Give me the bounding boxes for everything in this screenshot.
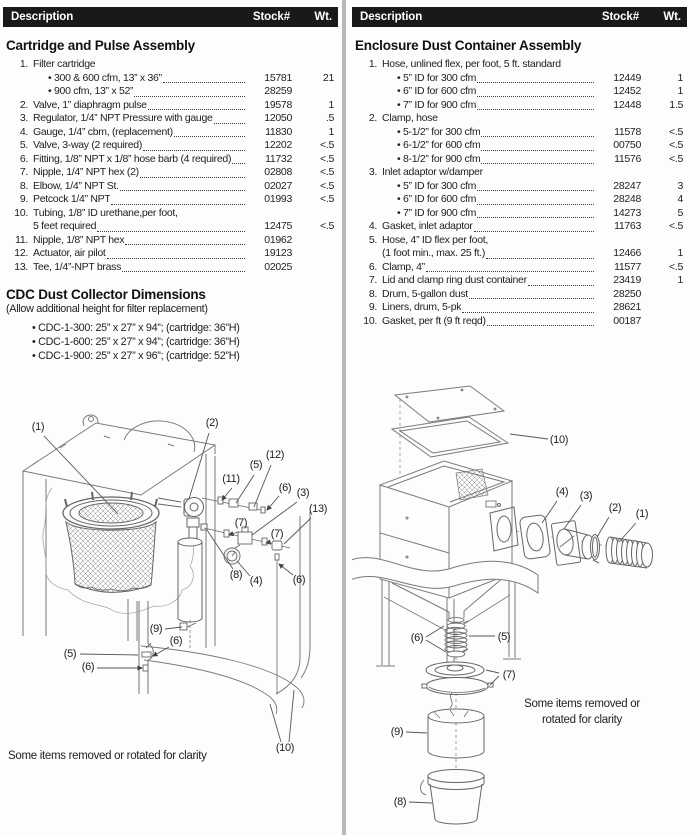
table-row [352, 247, 683, 261]
item-number: 1. [368, 58, 377, 70]
item-stock-number: 23419 [613, 274, 641, 286]
item-stock-number: 14273 [613, 206, 641, 219]
item-weight: <.5 [320, 139, 334, 151]
item-weight: 21 [322, 71, 334, 84]
dimensions-subtitle: (Allow additional height for filter replacement) [6, 303, 208, 315]
item-weight: <.5 [669, 139, 683, 151]
item-weight: <.5 [320, 179, 334, 192]
callout-label: (9) [149, 623, 163, 635]
item-description: Nipple, 1/4” NPT hex (2) [33, 166, 139, 178]
pulse-valve-drawing [158, 498, 207, 623]
item-description: • 6” ID for 600 cfm [397, 193, 477, 205]
item-number: 2. [368, 112, 377, 124]
table-row [352, 180, 683, 194]
table-row [352, 139, 683, 153]
dimension-item: • CDC-1-600: 25” x 27” x 94”; (cartridge: 36”H) [32, 335, 240, 348]
callout-label: (1) [31, 421, 45, 433]
drum-liner-drawing [428, 709, 484, 758]
item-description: Clamp, hose [382, 112, 438, 124]
table-row [352, 58, 683, 72]
item-stock-number: 19578 [264, 98, 292, 111]
item-weight: 1 [677, 274, 683, 286]
table-row [352, 261, 683, 275]
item-description: • 5” ID for 300 cfm [397, 179, 477, 192]
dimensions-list [3, 322, 338, 363]
dot-leader [528, 285, 594, 286]
callout-label: (4) [555, 486, 569, 498]
note-line-2: rotated for clarity [542, 714, 622, 726]
item-stock-number: 01993 [264, 193, 292, 205]
item-stock-number: 28247 [613, 179, 641, 192]
table-row [352, 99, 683, 113]
table-row [352, 193, 683, 207]
lid-clamp-ring-drawing [422, 662, 493, 708]
callout-label: (5) [497, 631, 511, 643]
table-row [352, 207, 683, 221]
callout-label: (13) [308, 503, 328, 515]
table-row [3, 234, 334, 248]
item-description: Gasket, inlet adaptor [382, 220, 473, 232]
table-row [3, 126, 334, 140]
table-row [3, 220, 334, 234]
dot-leader [481, 163, 594, 164]
callout-leader-line [279, 564, 293, 575]
note-line-1: Some items removed or [524, 698, 640, 710]
dot-leader [140, 177, 245, 178]
item-stock-number: 00187 [613, 314, 641, 327]
item-description: Hose, unlined flex, per foot, 5 ft. standard [382, 58, 561, 70]
dimension-item: • CDC-1-900: 25” x 27” x 96”; (cartridge: 52”H) [32, 349, 240, 362]
item-number: 4. [368, 220, 377, 232]
item-description: Fitting, 1/8” NPT x 1/8” hose barb (4 required) [33, 152, 232, 165]
table-row [3, 139, 334, 153]
left-diagram-note: Some items removed or rotated for clarity [8, 750, 207, 762]
enclosure-dust-diagram [352, 385, 692, 835]
item-description: • 5-1/2” for 300 cfm [397, 125, 481, 138]
table-row [352, 126, 683, 140]
callout-label: (8) [229, 569, 243, 581]
item-number: 3. [368, 166, 377, 178]
dot-leader [477, 82, 594, 83]
dot-leader [214, 123, 245, 124]
dot-leader [107, 258, 245, 259]
callout-leader-line [254, 465, 271, 507]
inlet-adaptor-parts-drawing [519, 514, 652, 568]
table-row [3, 207, 334, 221]
table-row [352, 166, 683, 180]
callout-label: (3) [296, 487, 310, 499]
table-row [352, 234, 683, 248]
item-stock-number: 11732 [265, 152, 292, 165]
callout-label: (6) [292, 574, 306, 586]
item-description: Petcock 1/4” NPT [33, 193, 111, 205]
callout-leader-line [597, 517, 609, 537]
section-title-dimensions: CDC Dust Collector Dimensions [6, 287, 206, 302]
item-description: Valve, 3-way (2 required) [33, 139, 143, 151]
item-description: Tubing, 1/8” ID urethane,per foot, [33, 206, 178, 219]
item-weight: <.5 [669, 220, 683, 232]
dot-leader [486, 258, 594, 259]
table-row [3, 153, 334, 167]
cartridge-parts-list [3, 58, 338, 274]
item-number: 6. [19, 152, 28, 165]
dot-leader [487, 325, 594, 326]
item-number: 9. [368, 301, 377, 313]
item-number: 6. [368, 260, 377, 273]
table-row [3, 261, 334, 275]
left-table-header [3, 7, 338, 27]
enclosure-parts-list [352, 58, 687, 328]
item-stock-number: 12466 [613, 247, 641, 259]
lid-and-gasket-drawing [392, 386, 508, 477]
item-stock-number: 11830 [265, 125, 292, 138]
item-number: 10. [14, 206, 28, 219]
item-weight: .5 [325, 112, 334, 124]
table-row [3, 99, 334, 113]
callout-label: (3) [579, 490, 593, 502]
item-number: 10. [363, 314, 377, 327]
item-weight: 1 [328, 98, 334, 111]
table-row [3, 85, 334, 99]
item-number: 9. [19, 193, 28, 205]
item-description: (1 foot min., max. 25 ft.) [382, 247, 486, 259]
item-number: 11. [15, 233, 28, 246]
item-description: Actuator, air pilot [33, 247, 106, 259]
callout-leader-line [542, 501, 557, 523]
callout-leader-line [289, 690, 294, 742]
item-weight: <.5 [669, 260, 683, 273]
header-description: Description [11, 11, 74, 23]
table-row [3, 72, 334, 86]
item-number: 1. [19, 58, 28, 70]
dot-leader [426, 271, 594, 272]
table-row [3, 180, 334, 194]
dot-leader [148, 109, 245, 110]
item-description: Elbow, 1/4” NPT St. [33, 179, 119, 192]
table-row [352, 112, 683, 126]
callout-label: (7) [234, 517, 248, 529]
table-row [352, 85, 683, 99]
item-description: • 5” ID for 300 cfm [397, 71, 477, 84]
item-weight: <.5 [320, 193, 334, 205]
callout-leader-line [165, 627, 182, 629]
section-title-enclosure: Enclosure Dust Container Assembly [355, 38, 582, 53]
item-stock-number: 15781 [264, 71, 292, 84]
item-number: 8. [19, 179, 28, 192]
item-number: 4. [19, 125, 28, 138]
table-row [352, 72, 683, 86]
column-divider [342, 0, 346, 835]
dot-leader [120, 190, 245, 191]
table-row [3, 166, 334, 180]
dot-leader [477, 217, 594, 218]
dot-leader [143, 150, 245, 151]
table-row [3, 193, 334, 207]
item-description: Nipple, 1/8” NPT hex [33, 233, 125, 246]
item-description: Tee, 1/4”-NPT brass [33, 260, 122, 273]
header-stock: Stock# [252, 11, 290, 23]
item-number: 8. [368, 287, 377, 300]
callout-leader-line [80, 654, 138, 655]
callout-label: (7) [502, 669, 516, 681]
drum-bucket-drawing [420, 770, 484, 825]
item-stock-number: 12452 [613, 85, 641, 97]
dot-leader [111, 204, 245, 205]
table-row [3, 247, 334, 261]
item-stock-number: 12448 [613, 98, 641, 111]
item-stock-number: 19123 [264, 247, 292, 259]
callout-label: (10) [549, 434, 569, 446]
item-stock-number: 02027 [264, 179, 292, 192]
item-weight: 1.5 [669, 98, 683, 111]
item-stock-number: 28250 [613, 287, 641, 300]
item-stock-number: 02808 [264, 166, 292, 178]
item-description: • 300 & 600 cfm, 13” x 36” [48, 71, 162, 84]
header-wt: Wt. [314, 11, 332, 23]
dot-leader [174, 136, 245, 137]
item-description: • 8-1/2” for 900 cfm [397, 152, 481, 165]
item-stock-number: 12202 [264, 139, 292, 151]
dot-leader [163, 82, 245, 83]
callout-leader-line [284, 518, 311, 544]
item-weight: 5 [677, 206, 683, 219]
dimension-item: • CDC-1-300: 25” x 27” x 94”; (cartridge: 36”H) [32, 322, 240, 334]
header-description: Description [360, 11, 423, 23]
dot-leader [477, 204, 594, 205]
dot-leader [477, 190, 594, 191]
dot-leader [125, 244, 245, 245]
callout-label: (12) [265, 449, 285, 461]
item-description: • 7” ID for 900 cfm [397, 98, 477, 111]
table-row [352, 274, 683, 288]
dot-leader [462, 312, 594, 313]
dot-leader [232, 163, 245, 164]
item-description: • 6” ID for 600 cfm [397, 85, 477, 97]
dot-leader [97, 231, 245, 232]
callout-leader-line [490, 676, 499, 685]
callout-label: (6) [278, 482, 292, 494]
callout-label: (6) [169, 635, 183, 647]
callout-label: (5) [249, 459, 263, 471]
cartridge-pulse-diagram [8, 396, 340, 756]
item-stock-number: 11578 [614, 125, 641, 138]
item-description: Valve, 1” diaphragm pulse [33, 98, 147, 111]
item-number: 12. [14, 247, 28, 259]
item-description: Drum, 5-gallon dust [382, 287, 468, 300]
dot-leader [122, 271, 245, 272]
callout-leader-line [426, 640, 446, 652]
item-description: • 6-1/2” for 600 cfm [397, 139, 481, 151]
item-weight: 1 [328, 125, 334, 138]
item-number: 3. [19, 112, 28, 124]
table-row [352, 301, 683, 315]
dot-leader [477, 109, 594, 110]
item-weight: <.5 [320, 220, 334, 232]
item-stock-number: 12050 [264, 112, 292, 124]
table-row [3, 58, 334, 72]
item-stock-number: 00750 [613, 139, 641, 151]
callout-leader-line [270, 704, 281, 742]
callout-leader-line [222, 488, 232, 500]
dot-leader [477, 96, 594, 97]
callout-label: (1) [635, 508, 649, 520]
item-description: Clamp, 4” [382, 260, 425, 273]
item-number: 13. [14, 260, 28, 273]
item-weight: <.5 [320, 166, 334, 178]
item-description: • 7” ID for 900 cfm [397, 206, 477, 219]
callout-label: (6) [410, 632, 424, 644]
item-number: 5. [19, 139, 28, 151]
item-description: Gasket, per ft (9 ft reqd) [382, 314, 486, 327]
item-stock-number: 28248 [613, 193, 641, 205]
item-weight: <.5 [669, 125, 683, 138]
callout-label: (6) [81, 661, 95, 673]
header-wt: Wt. [663, 11, 681, 23]
item-number: 5. [368, 233, 377, 246]
item-description: • 900 cfm, 13” x 52” [48, 85, 134, 97]
item-stock-number: 28621 [613, 301, 641, 313]
item-stock-number: 12475 [264, 220, 292, 232]
item-number: 7. [368, 274, 377, 286]
callout-leader-line [510, 434, 548, 439]
item-number: 7. [19, 166, 28, 178]
table-row [352, 315, 683, 329]
flex-hose-drawing [352, 558, 538, 593]
item-weight: <.5 [320, 152, 334, 165]
callout-label: (9) [390, 726, 404, 738]
callout-label: (2) [205, 417, 219, 429]
right-table-header [352, 7, 687, 27]
right-diagram-note [497, 696, 667, 728]
callout-label: (10) [275, 742, 295, 754]
item-stock-number: 12449 [613, 71, 641, 84]
left-column [3, 29, 338, 363]
callout-label: (4) [249, 575, 263, 587]
callout-leader-line [486, 670, 499, 673]
dot-leader [134, 96, 245, 97]
item-stock-number: 02025 [264, 260, 292, 273]
section-title-cartridge-pulse: Cartridge and Pulse Assembly [6, 38, 195, 53]
item-stock-number: 11763 [614, 220, 641, 232]
item-description: Filter cartridge [33, 58, 96, 70]
item-description: 5 feet required [33, 220, 97, 232]
item-number: 2. [19, 98, 28, 111]
dot-leader [481, 136, 594, 137]
header-stock: Stock# [601, 11, 639, 23]
item-description: Inlet adaptor w/damper [382, 166, 483, 178]
callout-leader-line [409, 802, 432, 803]
callout-label: (11) [222, 473, 240, 485]
item-stock-number: 11576 [614, 152, 641, 165]
item-weight: 3 [677, 179, 683, 192]
item-weight: 1 [677, 85, 683, 97]
dot-leader [474, 231, 594, 232]
item-stock-number: 11577 [614, 260, 641, 273]
callout-label: (5) [63, 648, 77, 660]
dot-leader [481, 150, 594, 151]
table-row [352, 288, 683, 302]
callout-leader-line [619, 523, 636, 542]
drain-and-hose-drawing [139, 601, 304, 714]
right-column [352, 29, 687, 328]
item-weight: 1 [677, 71, 683, 84]
item-weight: 4 [677, 193, 683, 205]
callout-label: (8) [393, 796, 407, 808]
callout-leader-line [267, 496, 279, 510]
dot-leader [469, 298, 594, 299]
item-description: Liners, drum, 5-pk [382, 301, 462, 313]
item-weight: <.5 [669, 152, 683, 165]
item-stock-number: 01962 [264, 233, 292, 246]
callout-leader-line [406, 732, 427, 733]
item-description: Hose, 4” ID flex per foot, [382, 233, 488, 246]
item-description: Gauge, 1/4” cbm, (replacement) [33, 125, 173, 138]
item-stock-number: 28259 [264, 85, 292, 97]
callout-label: (7) [270, 528, 284, 540]
table-row [3, 112, 334, 126]
item-description: Regulator, 1/4” NPT Pressure with gauge [33, 112, 213, 124]
item-weight: 1 [677, 247, 683, 259]
hose-clamp-stack-drawing [445, 621, 468, 657]
callout-leader-line [426, 626, 444, 637]
table-row [352, 220, 683, 234]
table-row [352, 153, 683, 167]
callout-label: (2) [608, 502, 622, 514]
item-description: Lid and clamp ring dust container [382, 274, 527, 286]
